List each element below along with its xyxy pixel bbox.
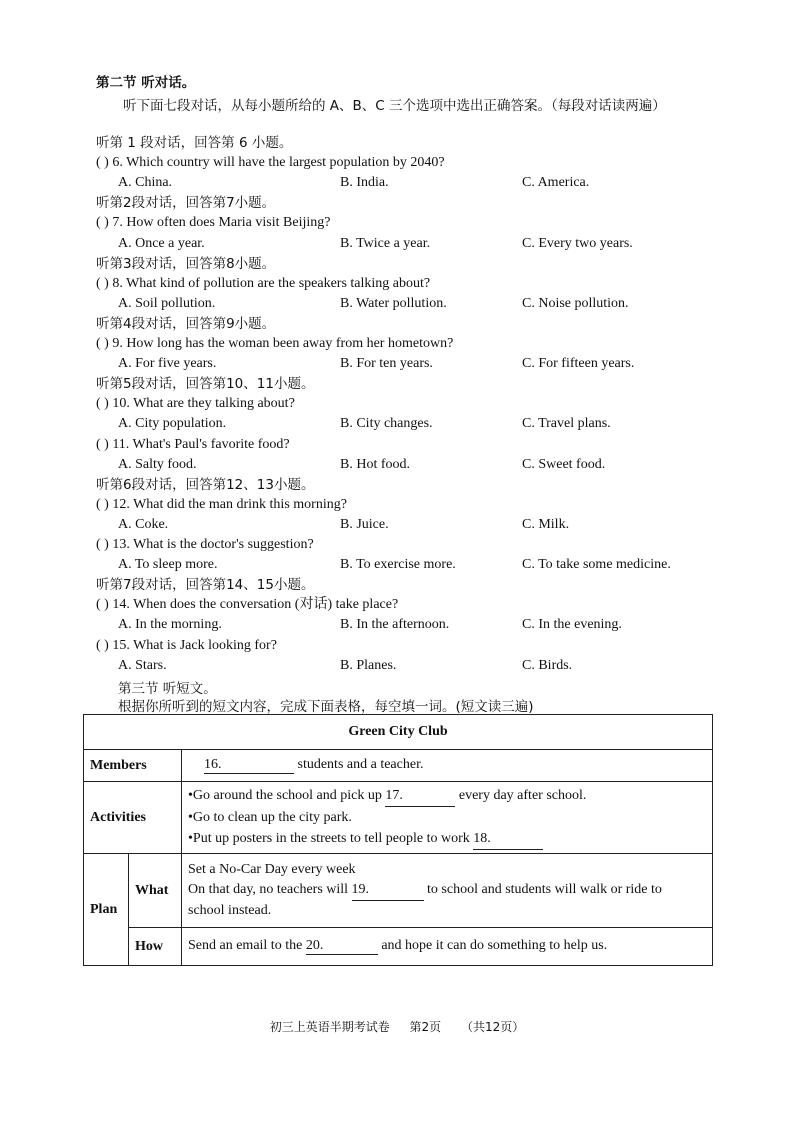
answer-option[interactable]: C. In the evening. xyxy=(522,617,622,633)
answer-option[interactable]: B. For ten years. xyxy=(340,356,433,372)
answer-option[interactable]: C. America. xyxy=(522,175,590,191)
question-stem: ( ) 15. What is Jack looking for? xyxy=(96,637,277,653)
answer-option[interactable]: B. In the afternoon. xyxy=(340,617,450,633)
how-cell xyxy=(182,928,713,966)
what-line2-post: to school and students will walk or ride to xyxy=(427,882,662,897)
answer-option[interactable]: C. Travel plans. xyxy=(522,416,611,432)
blank-18[interactable]: 18. xyxy=(473,828,543,850)
answer-option[interactable]: B. City changes. xyxy=(340,416,433,432)
answer-option[interactable]: A. Stars. xyxy=(118,657,167,673)
answer-option[interactable]: A. Once a year. xyxy=(118,235,205,251)
question-intro: 听第4段对话，回答第9小题。 xyxy=(96,315,276,332)
answer-option[interactable]: A. In the morning. xyxy=(118,617,222,633)
question-intro: 听第6段对话，回答第12、13小题。 xyxy=(96,476,315,493)
footer-exam-name: 初三上英语半期考试卷 xyxy=(269,1020,390,1034)
question-stem: ( ) 12. What did the man drink this morning? xyxy=(96,496,347,512)
what-line3: school instead. xyxy=(188,903,272,918)
blank-17[interactable]: 17. xyxy=(385,785,455,807)
plan-label: Plan xyxy=(84,854,129,966)
activities-label: Activities xyxy=(84,782,182,854)
question-intro: 听第2段对话，回答第7小题。 xyxy=(96,195,276,212)
question-stem: ( ) 11. What's Paul's favorite food? xyxy=(96,436,290,452)
answer-option[interactable]: B. To exercise more. xyxy=(340,557,456,573)
answer-option[interactable]: A. City population. xyxy=(118,416,227,432)
answer-option[interactable]: C. Every two years. xyxy=(522,235,633,251)
answer-option[interactable]: B. India. xyxy=(340,175,389,191)
answer-option[interactable]: A. China. xyxy=(118,175,173,191)
question-stem: ( ) 9. How long has the woman been away from her hometown? xyxy=(96,336,454,351)
page-footer xyxy=(0,1018,794,1035)
section3-heading: 第三节 听短文。 xyxy=(118,681,217,697)
answer-option[interactable]: B. Juice. xyxy=(340,516,389,532)
question-intro: 听第 1 段对话，回答第 6 小题。 xyxy=(96,135,293,151)
answer-option[interactable]: B. Hot food. xyxy=(340,456,410,472)
activity2-text: •Go to clean up the city park. xyxy=(188,810,352,825)
answer-option[interactable]: C. Birds. xyxy=(522,657,573,673)
section2-heading: 第二节 听对话。 xyxy=(96,75,196,91)
activity1-text: •Go around the school and pick up xyxy=(188,788,382,803)
what-line2: On that day, no teachers will xyxy=(188,882,349,897)
answer-option[interactable]: C. Sweet food. xyxy=(522,456,606,472)
what-line1: Set a No-Car Day every week xyxy=(188,862,356,877)
answer-option[interactable]: B. Planes. xyxy=(340,657,397,673)
green-city-club-table xyxy=(83,714,713,966)
answer-option[interactable]: B. Twice a year. xyxy=(340,235,431,251)
question-stem: ( ) 6. Which country will have the largest population by 2040? xyxy=(96,155,445,171)
how-label: How xyxy=(129,928,182,966)
question-stem: ( ) 10. What are they talking about? xyxy=(96,396,295,412)
section2-instruction: 听下面七段对话，从每小题所给的 A、B、C 三个选项中选出正确答案。（每段对话读两遍） xyxy=(123,98,666,114)
section3-instruction: 根据你所听到的短文内容，完成下面表格，每空填一词。(短文读三遍) xyxy=(118,699,534,715)
blank-16[interactable]: 16. xyxy=(204,757,294,774)
answer-option[interactable]: A. Soil pollution. xyxy=(118,295,216,311)
how-text: Send an email to the xyxy=(188,938,303,953)
question-stem: ( ) 8. What kind of pollution are the speakers talking about? xyxy=(96,275,431,291)
answer-option[interactable]: B. Water pollution. xyxy=(340,295,447,311)
activity3-text: •Put up posters in the streets to tell people to work xyxy=(188,831,470,846)
answer-option[interactable]: A. Coke. xyxy=(118,516,169,532)
activities-cell xyxy=(182,782,713,854)
footer-page-number: 第2页 xyxy=(409,1020,442,1034)
answer-option[interactable]: A. For five years. xyxy=(118,356,217,372)
footer-total-pages: （共12页） xyxy=(461,1020,525,1034)
answer-option[interactable]: A. To sleep more. xyxy=(118,557,218,573)
blank-19[interactable]: 19. xyxy=(352,880,424,901)
what-label: What xyxy=(129,854,182,928)
question-stem: ( ) 13. What is the doctor's suggestion? xyxy=(96,537,314,552)
question-intro: 听第7段对话，回答第14、15小题。 xyxy=(96,577,315,594)
members-label: Members xyxy=(84,750,182,782)
answer-option[interactable]: C. For fifteen years. xyxy=(522,356,635,372)
answer-option[interactable]: C. Noise pollution. xyxy=(522,295,629,311)
answer-option[interactable]: C. To take some medicine. xyxy=(522,557,671,573)
table-title: Green City Club xyxy=(84,715,713,750)
question-intro: 听第5段对话，回答第10、11小题。 xyxy=(96,376,315,393)
how-post: and hope it can do something to help us. xyxy=(381,938,608,953)
question-intro: 听第3段对话，回答第8小题。 xyxy=(96,255,276,272)
answer-option[interactable]: C. Milk. xyxy=(522,516,570,532)
answer-option[interactable]: A. Salty food. xyxy=(118,456,197,472)
activity1-post: every day after school. xyxy=(458,788,587,803)
members-text: students and a teacher. xyxy=(297,757,424,772)
question-stem: ( ) 7. How often does Maria visit Beijing? xyxy=(96,215,331,231)
members-cell xyxy=(182,750,713,782)
what-cell xyxy=(182,854,713,928)
blank-20[interactable]: 20. xyxy=(306,938,378,955)
question-stem: ( ) 14. When does the conversation (对话) take place? xyxy=(96,597,399,613)
